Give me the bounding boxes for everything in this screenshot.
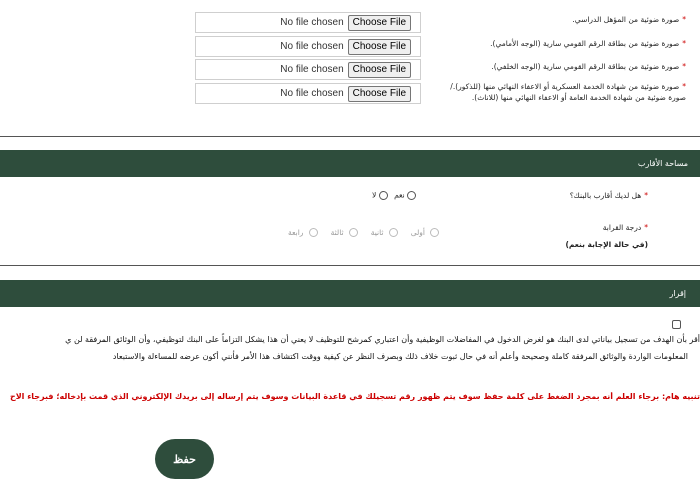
file-input-military-service[interactable] — [195, 83, 421, 104]
relatives-question-label — [570, 191, 648, 200]
file-status: No file chosen — [280, 17, 344, 28]
file-input-id-back[interactable] — [195, 59, 421, 80]
save-button[interactable]: حفظ — [155, 439, 214, 479]
section-title: مساحة الأقارب — [637, 159, 688, 168]
doc-label-text: صورة ضوئية من بطاقة الرقم القومي سارية (الوجه الخلفي). — [491, 62, 680, 71]
doc-label-id-front — [446, 38, 686, 49]
required-mark: * — [682, 39, 686, 48]
section-title: إقرار — [669, 289, 686, 298]
warning-notice: تنبيه هام: برجاء العلم أنه بمجرد الضغط على كلمة حفظ سوف يتم ظهور رقم تسجيلك في قاعدة البيانات وسوف يتم إرساله إلى بريدك الإلكتروني الذي قمت بإدخاله؛ فبرجاء الاح — [9, 392, 700, 401]
declaration-checkbox[interactable] — [672, 320, 681, 329]
radio-degree-first-label: أولى — [410, 228, 425, 237]
degree-radio-group — [288, 222, 439, 241]
radio-degree-third[interactable] — [349, 228, 358, 237]
question-text: هل لديك أقارب بالبنك؟ — [569, 191, 642, 200]
doc-label-text: صورة ضوئية من المؤهل الدراسي. — [572, 15, 680, 24]
doc-label-id-back — [446, 61, 686, 72]
required-mark: * — [644, 223, 648, 232]
radio-degree-fourth[interactable] — [309, 228, 318, 237]
choose-file-button[interactable]: Choose File — [348, 86, 411, 102]
relation-degree-label — [603, 223, 648, 232]
radio-yes[interactable] — [407, 191, 416, 200]
required-mark: * — [682, 15, 686, 24]
required-mark: * — [682, 82, 686, 91]
radio-degree-second-label: ثانية — [370, 228, 384, 237]
file-status: No file chosen — [280, 64, 344, 75]
doc-label-qualification — [446, 14, 686, 25]
radio-yes-label: نعم — [394, 190, 405, 200]
doc-label-military-service — [446, 81, 686, 103]
declaration-section-header — [0, 280, 700, 307]
choose-file-button[interactable]: Choose File — [348, 15, 411, 31]
choose-file-button[interactable]: Choose File — [348, 39, 411, 55]
declaration-text-line-1: أقر بأن الهدف من تسجيل بياناتي لدى البنك هو لغرض الدخول في المفاضلات الوظيفية وأن اعتباري كمرشح للتوظيف لا يعني أن هذا يشكل التزاماً على البنك لتوظيفي، وأن الوثائق المرفقة لن ي — [65, 335, 700, 344]
radio-no[interactable] — [379, 191, 388, 200]
radio-degree-fourth-label: رابعة — [288, 228, 304, 237]
relatives-radio-group — [372, 190, 416, 200]
divider — [0, 265, 700, 266]
radio-degree-third-label: ثالثة — [330, 228, 344, 237]
degree-label-text: درجة القرابة — [602, 223, 642, 232]
divider — [0, 136, 700, 137]
declaration-text-line-2: المعلومات الواردة والوثائق المرفقة كاملة وصحيحة وأعلم أنه في حال ثبوت خلاف ذلك وبصرف النظر عن كيفية ووقت اكتشاف هذا الأمر فأنني أكون عرضه للمساءلة والاستبعاد — [112, 352, 688, 361]
radio-no-label: لا — [372, 190, 377, 200]
file-input-qualification[interactable] — [195, 12, 421, 33]
relatives-section-header — [0, 150, 700, 177]
doc-label-text: صورة ضوئية من شهادة الخدمة العسكرية أو الاعفاء النهائي منها (للذكور)./صورة ضوئية من شهادة الخدمة العامة أو الاعفاء النهائي منها (للاناث). — [450, 82, 686, 102]
choose-file-button[interactable]: Choose File — [348, 62, 411, 78]
file-status: No file chosen — [280, 88, 344, 99]
file-input-id-front[interactable] — [195, 36, 421, 57]
required-mark: * — [644, 191, 648, 200]
radio-degree-second[interactable] — [389, 228, 398, 237]
doc-label-text: صورة ضوئية من بطاقة الرقم القومي سارية (الوجه الأمامي). — [490, 39, 680, 48]
radio-degree-first[interactable] — [430, 228, 439, 237]
relation-degree-note: (في حالة الإجابة بنعم) — [565, 240, 648, 249]
required-mark: * — [682, 62, 686, 71]
file-status: No file chosen — [280, 41, 344, 52]
